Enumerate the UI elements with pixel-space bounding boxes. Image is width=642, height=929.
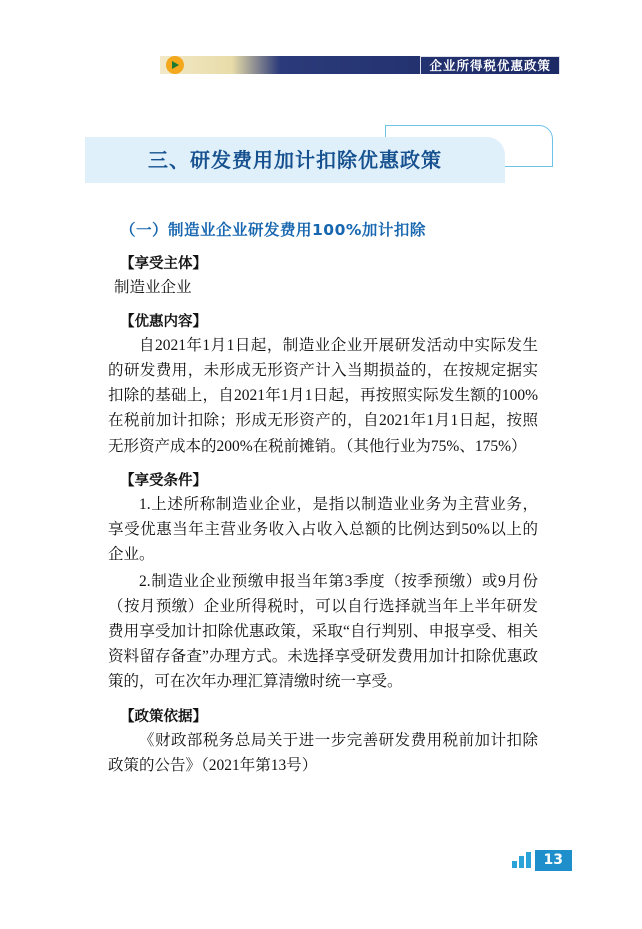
page-header — [0, 52, 642, 78]
subsection-title: （一）制造业企业研发费用100%加计扣除 — [120, 221, 426, 239]
block-text-condition-1: 1.上述所称制造业企业，是指以制造业业务为主营业务，享受优惠当年主营业务收入占收入总额的比例达到50%以上的企业。 — [108, 495, 538, 563]
block-label-subject: 【享受主体】 — [120, 256, 207, 272]
block-text-condition-2: 2.制造业企业预缴申报当年第3季度（按季预缴）或9月份（按月预缴）企业所得税时，可以自行选择就当年上半年研发费用享受加计扣除优惠政策，采取“自行判别、申报享受、相关资料留存备查”办理方式。未选择享受研发费用加计扣除优惠政策的，可在次年办理汇算清缴时统一享受。 — [108, 572, 538, 691]
section-banner — [85, 125, 555, 183]
block-label-conditions: 【享受条件】 — [120, 472, 207, 489]
page-number: 13 — [535, 850, 572, 871]
block-label-content: 【优惠内容】 — [120, 314, 207, 331]
block-text-basis: 《财政部税务总局关于进一步完善研发费用税前加计扣除政策的公告》（2021年第13号） — [108, 731, 538, 774]
document-content — [108, 218, 538, 778]
block-text-subject: 制造业企业 — [114, 279, 192, 296]
section-title: 三、研发费用加计扣除优惠政策 — [148, 148, 442, 172]
block-label-basis: 【政策依据】 — [120, 708, 207, 725]
block-text-content: 自2021年1月1日起，制造业企业开展研发活动中实际发生的研发费用，未形成无形资产计入当期损益的，在按规定据实扣除的基础上，自2021年1月1日起，再按照实际发生额的100%在税前加计扣除；形成无形资产的，自2021年1月1日起，按照无形资产成本的200%在税前摊销。（其他行业为75%、175%） — [108, 337, 538, 455]
page-footer — [512, 849, 572, 871]
green-play-circle-icon — [166, 56, 184, 74]
header-title: 企业所得税优惠政策 — [420, 56, 560, 76]
footer-bars-icon — [512, 852, 533, 868]
